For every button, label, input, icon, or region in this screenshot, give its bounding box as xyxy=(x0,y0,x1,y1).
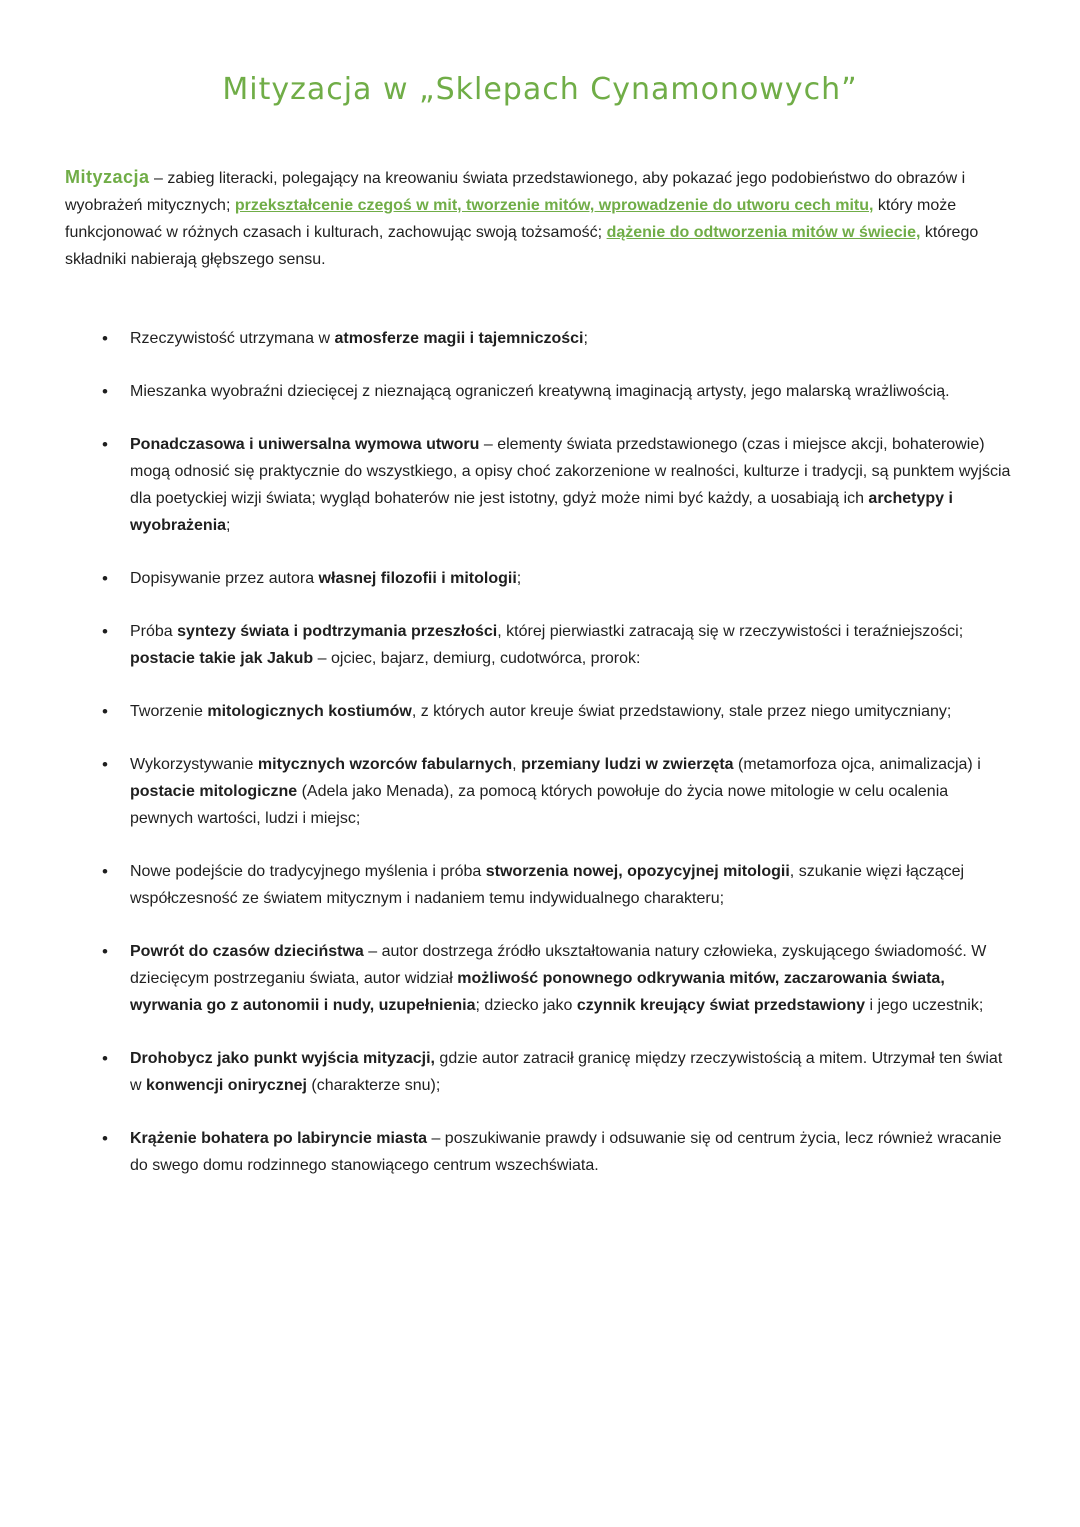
list-item xyxy=(130,565,1015,592)
bullet-list xyxy=(65,325,1015,1179)
list-item xyxy=(130,698,1015,725)
list-item xyxy=(130,378,1015,405)
list-item-text: Krążenie bohatera po labiryncie miasta – poszukiwanie prawdy i odsuwanie się od centrum życia, lecz również wracanie do swego domu rodzinnego stanowiącego centrum wszechświata. xyxy=(130,1130,1002,1174)
list-item-text: Tworzenie mitologicznych kostiumów, z których autor kreuje świat przedstawiony, stale przez niego umityczniany; xyxy=(130,703,952,720)
list-item-text: Dopisywanie przez autora własnej filozofii i mitologii; xyxy=(130,570,522,587)
list-item-text: Powrót do czasów dzieciństwa – autor dostrzega źródło ukształtowania natury człowieka, zyskującego świadomość. W dziecięcym postrzeganiu świata, autor widział możliwość ponownego odkrywania mitów, zaczarowania świata, wyrwania go z autonomii i nudy, uzupełnienia; dziecko jako czynnik kreujący świat przedstawiony i jego uczestnik; xyxy=(130,943,987,1014)
list-item xyxy=(130,618,1015,672)
list-item xyxy=(130,938,1015,1019)
list-item-text: Wykorzystywanie mitycznych wzorców fabularnych, przemiany ludzi w zwierzęta (metamorfoza ojca, animalizacja) i postacie mitologiczne (Adela jako Menada), za pomocą których powołuje do życia nowe mitologie w celu ocalenia pewnych wartości, ludzi i miejsc; xyxy=(130,756,981,827)
list-item xyxy=(130,325,1015,352)
list-item-text: Mieszanka wyobraźni dziecięcej z nieznającą ograniczeń kreatywną imaginacją artysty, jego malarską wrażliwością. xyxy=(130,383,950,400)
list-item-text: Rzeczywistość utrzymana w atmosferze magii i tajemniczości; xyxy=(130,330,588,347)
list-item xyxy=(130,751,1015,832)
list-item-text: Nowe podejście do tradycyjnego myślenia i próba stworzenia nowej, opozycyjnej mitologii, szukanie więzi łączącej współczesność ze światem mitycznym i nadaniem temu indywidualnego charakteru; xyxy=(130,863,965,907)
list-item xyxy=(130,858,1015,912)
list-item xyxy=(130,1045,1015,1099)
list-item-text: Próba syntezy świata i podtrzymania przeszłości, której pierwiastki zatracają się w rzeczywistości i teraźniejszości; postacie takie jak Jakub – ojciec, bajarz, demiurg, cudotwórca, prorok: xyxy=(130,623,964,667)
definition-paragraph: Mityzacja – zabieg literacki, polegający na kreowaniu świata przedstawionego, aby pokazać jego podobieństwo do obrazów i wyobrażeń mitycznych; przekształcenie czegoś w mit, tworzenie mitów, wprowadzenie do utworu cech mitu, który może funkcjonować w różnych czasach i kulturach, zachowując swoją tożsamość; dążenie do odtworzenia mitów w świecie, którego składniki nabierają głębszego sensu. xyxy=(65,167,979,268)
list-item-text: Ponadczasowa i uniwersalna wymowa utworu – elementy świata przedstawionego (czas i miejsce akcji, bohaterowie) mogą odnosić się praktycznie do wszystkiego, a opisy choć zakorzenione w realności, kulturze i tradycji, są punktem wyjścia dla poetyckiej wizji świata; wygląd bohaterów nie jest istotny, gdyż może nimi być każdy, a uosabiają ich archetypy i wyobrażenia; xyxy=(130,436,1011,534)
list-item xyxy=(130,1125,1015,1179)
document-title: Mityzacja w „Sklepach Cynamonowych” xyxy=(222,72,858,107)
list-item xyxy=(130,431,1015,539)
list-item-text: Drohobycz jako punkt wyjścia mityzacji, gdzie autor zatracił granicę między rzeczywistością a mitem. Utrzymał ten świat w konwencji onirycznej (charakterze snu); xyxy=(130,1050,1003,1094)
